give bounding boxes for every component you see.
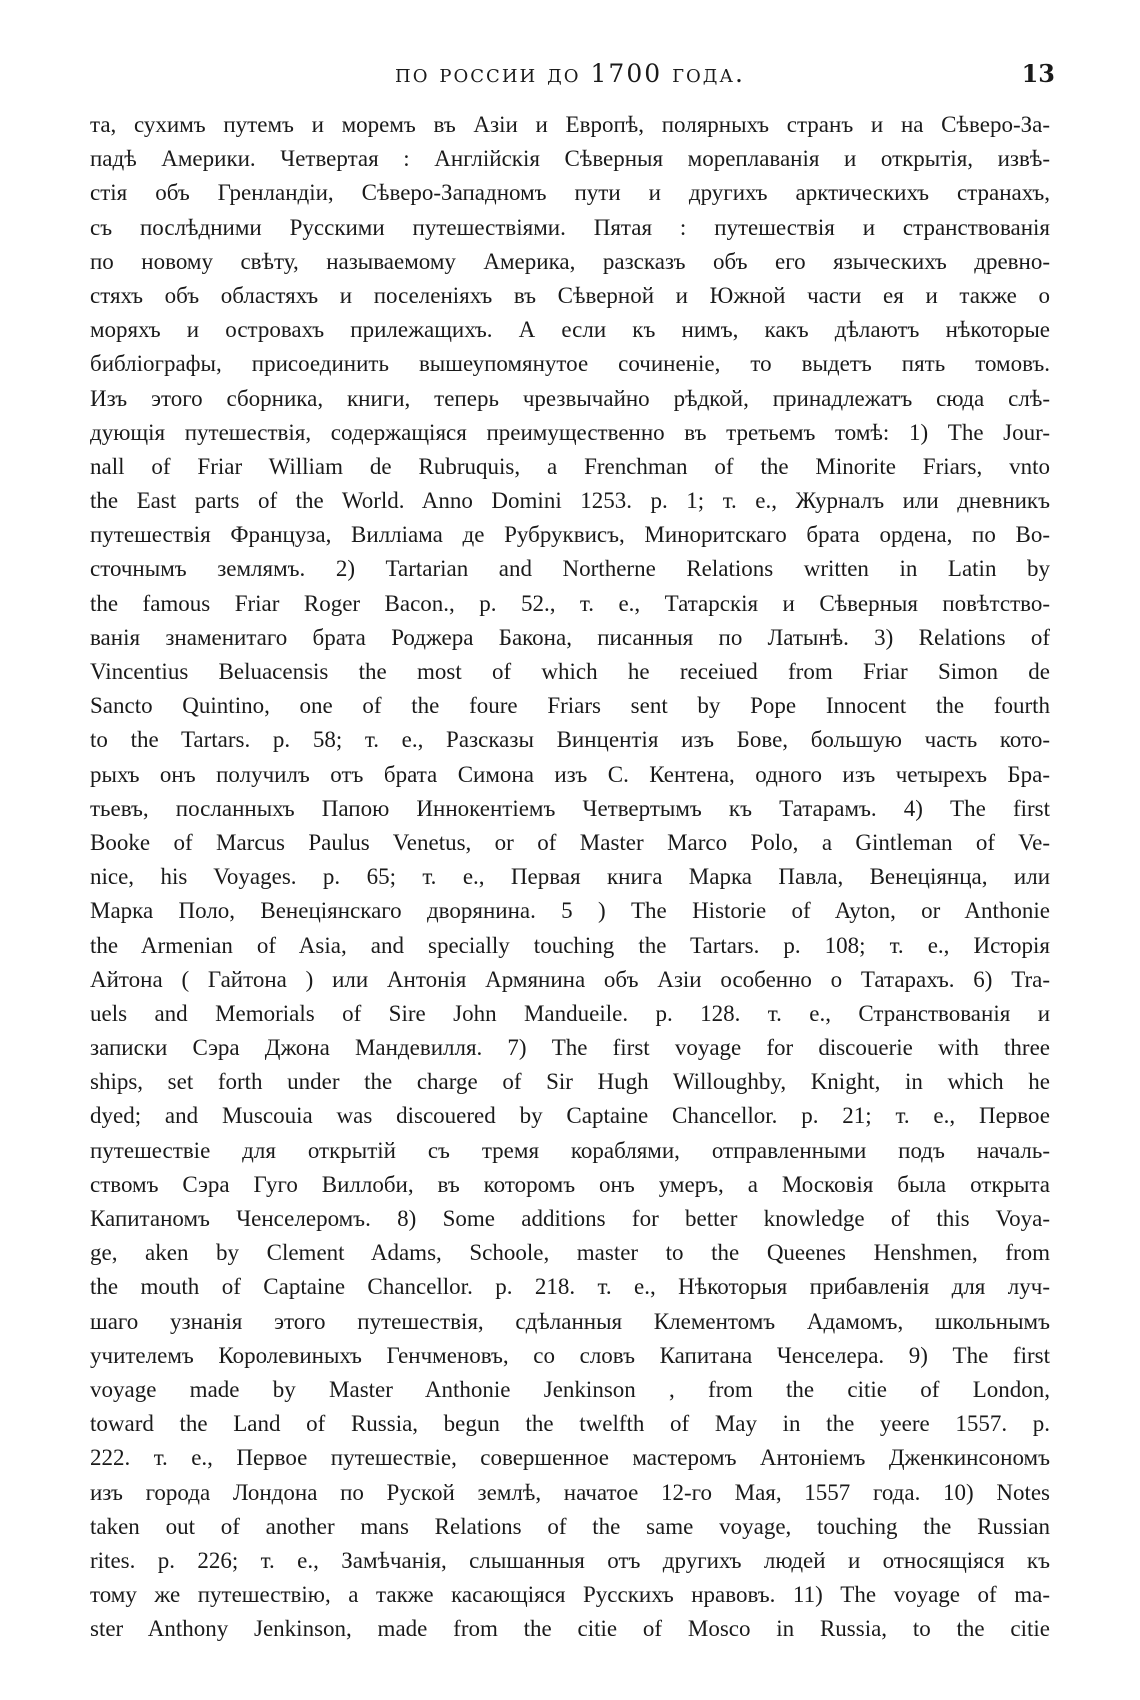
text-line: ster Anthony Jenkinson, made from the citie of Mosco in Russia, to the citie [90, 1616, 1050, 1642]
text-line: ge, aken by Clement Adams, Schoole, master to the Queenes Henshmen, from [90, 1240, 1050, 1266]
text-line: по новому свѣту, называемому Америка, разсказъ объ его языческихъ древно- [90, 248, 1050, 274]
text-line: taken out of another mans Relations of the same voyage, touching the Russian [90, 1513, 1050, 1539]
text-line: стія объ Гренландіи, Сѣверо-Западномъ пути и другихъ арктическихъ странахъ, [90, 180, 1050, 206]
text-line: моряхъ и островахъ прилежащихъ. А если къ нимъ, какъ дѣлаютъ нѣкоторые [90, 317, 1050, 343]
text-line: nice, his Voyages. p. 65; т. е., Первая книга Марка Павла, Венеціянца, или [90, 864, 1050, 890]
text-line: шаго узнанія этого путешествія, сдѣланныя Клементомъ Адамомъ, школьнымъ [90, 1308, 1050, 1334]
text-line: the Armenian of Asia, and specially touching the Tartars. p. 108; т. е., Исторія [90, 932, 1050, 958]
page-number: 13 [1021, 59, 1055, 88]
text-line: toward the Land of Russia, begun the twelfth of May in the yeere 1557. p. [90, 1411, 1050, 1437]
text-line: Sancto Quintino, one of the foure Friars sent by Pope Innocent the fourth [90, 693, 1050, 719]
text-line: dyed; and Muscouia was discouered by Captaine Chancellor. p. 21; т. е., Первое [90, 1103, 1050, 1129]
running-header [85, 52, 1055, 96]
text-line: библіографы, присоединить вышеупомянутое сочиненіе, то выдетъ пять томовъ. [90, 351, 1050, 377]
text-line: ships, set forth under the charge of Sir Hugh Willoughby, Knight, in which he [90, 1069, 1050, 1095]
text-line: Vincentius Beluacensis the most of which he receiued from Friar Simon de [90, 659, 1050, 684]
text-line: учителемъ Королевиныхъ Генчменовъ, со словъ Капитана Ченселера. 9) The first [90, 1342, 1050, 1368]
text-line: 222. т. е., Первое путешествіе, совершенное мастеромъ Антоніемъ Дженкинсономъ [90, 1445, 1050, 1471]
text-line: the East parts of the World. Anno Domini 1253. p. 1; т. е., Журналъ или дневникъ [90, 488, 1050, 514]
text-line: изъ города Лондона по Руской землѣ, начатое 12-го Мая, 1557 года. 10) Notes [90, 1479, 1050, 1505]
text-line: падѣ Америки. Четвертая : Англійскія Сѣверныя мореплаванія и открытія, извѣ- [90, 146, 1050, 172]
text-line: Booke of Marcus Paulus Venetus, or of Master Marco Polo, a Gintleman of Ve- [90, 829, 1050, 855]
text-line: стяхъ объ областяхъ и поселеніяхъ въ Сѣверной и Южной части ея и также о [90, 282, 1050, 308]
text-line: the famous Friar Roger Bacon., p. 52., т. е., Татарскія и Сѣверныя повѣтство- [90, 590, 1050, 616]
text-line: тому же путешествію, а также касающіяся Русскихъ нравовъ. 11) The voyage of ma- [90, 1582, 1050, 1608]
text-line: тьевъ, посланныхъ Папою Иннокентіемъ Четвертымъ къ Татарамъ. 4) The first [90, 795, 1050, 821]
body-text [90, 108, 1050, 1646]
text-line: сточнымъ землямъ. 2) Tartarian and Northerne Relations written in Latin by [90, 556, 1050, 582]
text-line: рыхъ онъ получилъ отъ брата Симона изъ С. Кентена, одного изъ четырехъ Бра- [90, 761, 1050, 787]
text-line: Айтона ( Гайтона ) или Антонія Армянина объ Азіи особенно о Татарахъ. 6) Tra- [90, 966, 1050, 992]
text-line: nall of Friar William de Rubruquis, a Frenchman of the Minorite Friars, vnto [90, 453, 1050, 479]
text-line: Изъ этого сборника, книги, теперь чрезвычайно рѣдкой, принадлежатъ сюда слѣ- [90, 385, 1050, 411]
running-title: по россии до 1700 года. [395, 59, 745, 88]
text-line: ствомъ Сэра Гуго Виллоби, въ которомъ онъ умеръ, а Московія была открыта [90, 1171, 1050, 1197]
text-line: дующія путешествія, содержащіяся преимущественно въ третьемъ томѣ: 1) The Jour- [90, 419, 1050, 445]
text-line: the mouth of Captaine Chancellor. p. 218. т. е., Нѣкоторыя прибавленія для луч- [90, 1274, 1050, 1300]
text-line: uels and Memorials of Sire John Mandueile. p. 128. т. е., Странствованія и [90, 1000, 1050, 1026]
text-line: ванія знаменитаго брата Роджера Бакона, писанныя по Латынѣ. 3) Relations of [90, 624, 1050, 650]
text-line: записки Сэра Джона Мандевилля. 7) The first voyage for discouerie with three [90, 1035, 1050, 1061]
text-line: съ послѣдними Русскими путешествіями. Пятая : путешествія и странствованія [90, 214, 1050, 240]
text-line: Марка Поло, Венеціянскаго дворянина. 5 ) The Historie of Ayton, or Anthonie [90, 898, 1050, 924]
text-line: voyage made by Master Anthonie Jenkinson , from the citie of London, [90, 1376, 1050, 1402]
text-line: путешествіе для открытій съ тремя кораблями, отправленными подъ началь- [90, 1137, 1050, 1163]
text-line: rites. p. 226; т. е., Замѣчанія, слышанныя отъ другихъ людей и относящіяся къ [90, 1547, 1050, 1573]
text-line: Капитаномъ Ченселеромъ. 8) Some additions for better knowledge of this Voya- [90, 1206, 1050, 1231]
text-line: путешествія Француза, Вилліама де Рубруквисъ, Миноритскаго брата ордена, по Во- [90, 522, 1050, 548]
text-line: to the Tartars. p. 58; т. е., Разсказы Винцентія изъ Бове, большую часть кото- [90, 727, 1050, 753]
text-line: та, сухимъ путемъ и моремъ въ Азіи и Европѣ, полярныхъ странъ и на Сѣверо-За- [90, 112, 1050, 137]
